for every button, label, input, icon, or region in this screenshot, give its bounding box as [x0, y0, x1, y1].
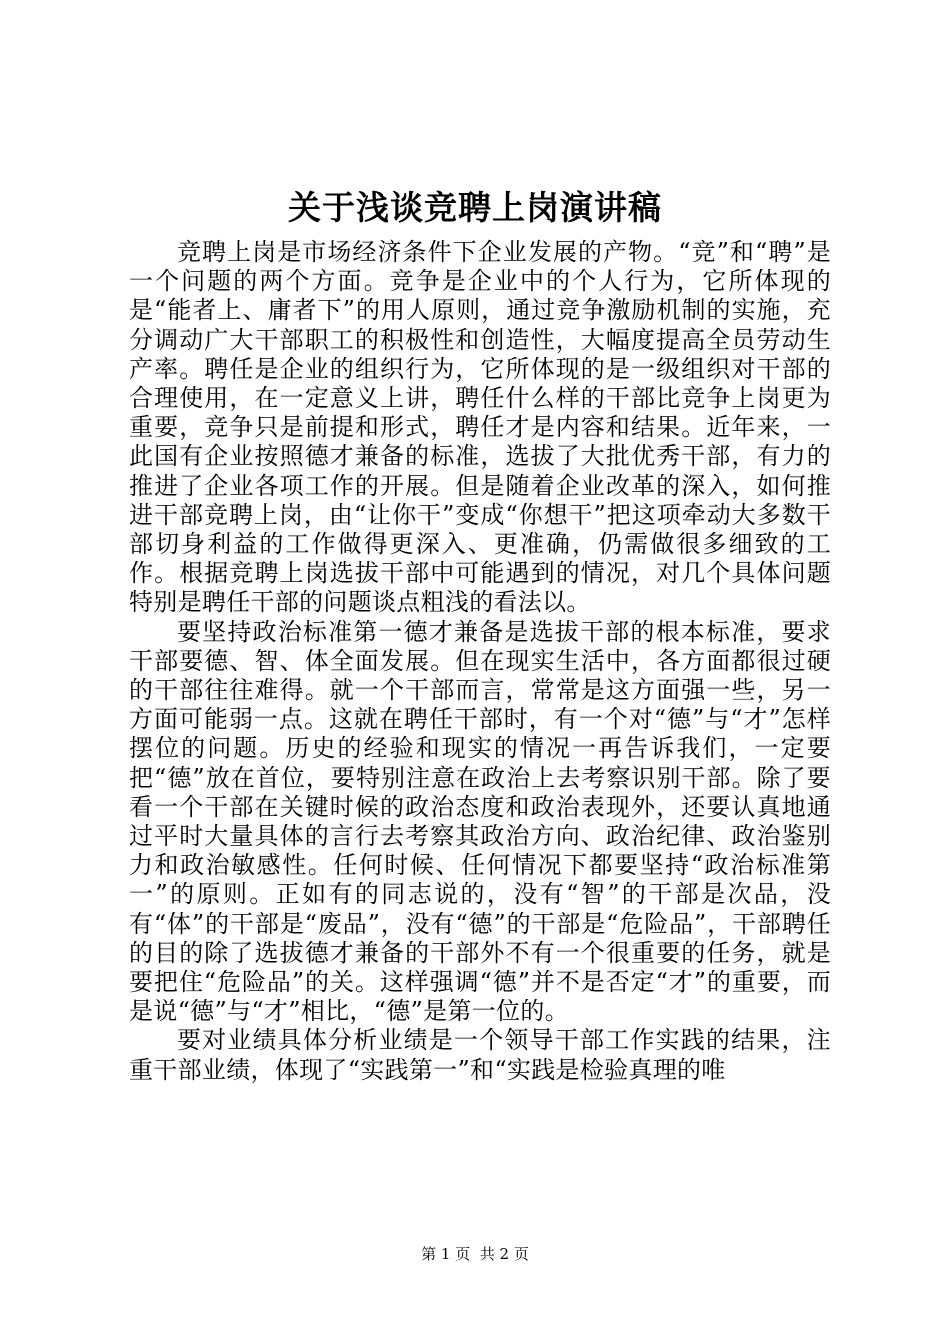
page-total: 共 2 页 — [479, 1245, 529, 1263]
paragraph-intro: 竞聘上岗是市场经济条件下企业发展的产物。“竞”和“聘”是一个问题的两个方面。竞争是企业中的个人行为，它所体现的是“能者上、庸者下”的用人原则，通过竞争激励机制的实施，充分调动广大干部职工的积极性和创造性，大幅度提高全员劳动生产率。聘任是企业的组织行为，它所体现的是一级组织对干部的合理使用，在一定意义上讲，聘任什么样的干部比竞争上岗更为重要，竞争只是前提和形式，聘任才是内容和结果。近年来，一此国有企业按照德才兼备的标准，选拔了大批优秀干部，有力的推进了企业各项工作的开展。但是随着企业改革的深入，如何推进干部竞聘上岗，由“让你干”变成“你想干”把这项牵动大多数干部切身利益的工作做得更深入、更准确，仍需做很多细致的工作。根据竞聘上岗选拔干部中可能遇到的情况，对几个具体问题特别是聘任干部的问题谈点粗浅的看法以。 — [129, 238, 831, 617]
page-number: 第 1 页 — [421, 1245, 471, 1263]
paragraph-political-standard: 要坚持政治标准第一德才兼备是选拔干部的根本标准，要求干部要德、智、体全面发展。但在现实生活中，各方面都很过硬的干部往往难得。就一个干部而言，常常是这方面强一些，另一方面可能弱一点。这就在聘任干部时，有一个对“德”与“才”怎样摆位的问题。历史的经验和现实的情况一再告诉我们，一定要把“德”放在首位，要特别注意在政治上去考察识别干部。除了要看一个干部在关键时候的政治态度和政治表现外，还要认真地通过平时大量具体的言行去考察其政治方向、政治纪律、政治鉴别力和政治敏感性。任何时候、任何情况下都要坚持“政治标准第一”的原则。正如有的同志说的，没有“智”的干部是次品，没有“体”的干部是“废品”，没有“德”的干部是“危险品”，干部聘任的目的除了选拔德才兼备的干部外不有一个很重要的任务，就是要把住“危险品”的关。这样强调“德”并不是否定“才”的重要，而是说“德”与“才”相比，“德”是第一位的。 — [129, 617, 831, 1026]
document-title: 关于浅谈竞聘上岗演讲稿 — [288, 188, 662, 227]
document-body — [129, 238, 831, 1085]
paragraph-performance: 要对业绩具体分析业绩是一个领导干部工作实践的结果，注重干部业绩，体现了“实践第一”和“实践是检验真理的唯 — [129, 1026, 831, 1084]
page-footer — [0, 1243, 950, 1265]
